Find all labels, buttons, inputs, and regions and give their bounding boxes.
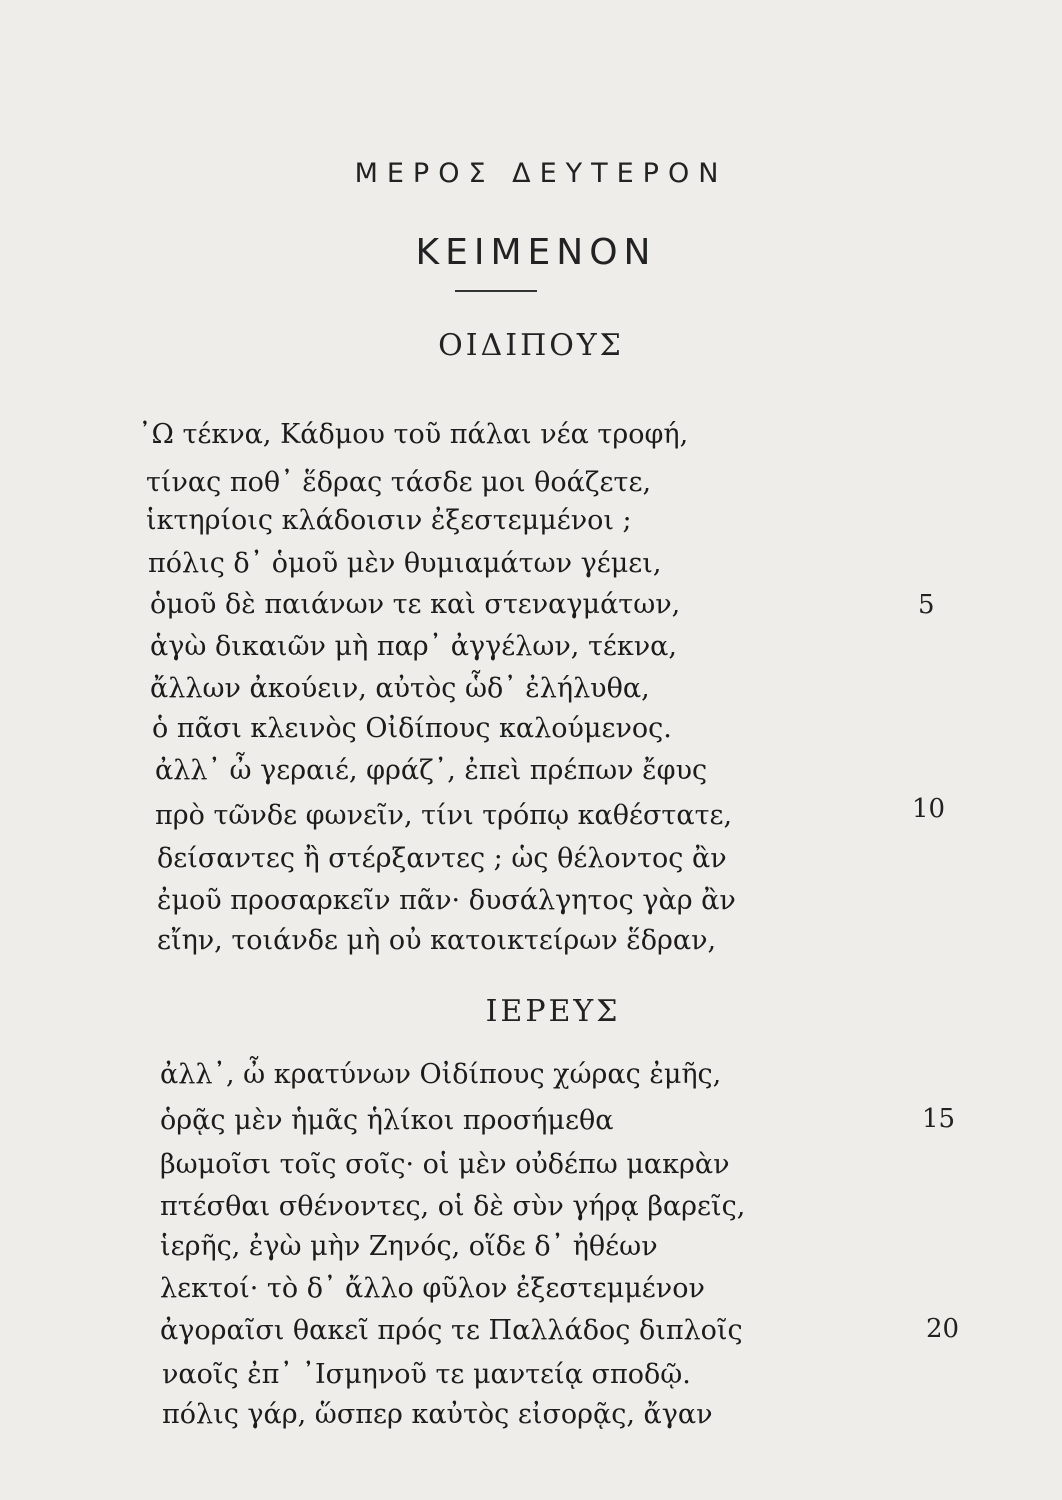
verse-line: τίνας ποθ᾽ ἕδρας τάσδε μοι θοάζετε,	[146, 467, 652, 498]
verse-line: πόλις δ᾽ ὁμοῦ μὲν θυμιαμάτων γέμει,	[148, 548, 662, 579]
verse-line: ἀγοραῖσι θακεῖ πρός τε Παλλάδος διπλοῖς	[160, 1315, 743, 1346]
verse-line: ναοῖς ἐπ᾽ ᾿Ισμηνοῦ τε μαντείᾳ σποδῷ.	[162, 1359, 691, 1390]
verse-line: δείσαντες ἢ στέρξαντες ; ὡς θέλοντος ἂν	[157, 843, 727, 874]
verse-line: ὁρᾷς μὲν ἡμᾶς ἡλίκοι προσήμεθα	[160, 1105, 614, 1136]
line-number: 20	[926, 1314, 960, 1344]
verse-line: ἱερῆς, ἐγὼ μὴν Ζηνός, οἵδε δ᾽ ἠθέων	[160, 1231, 658, 1262]
verse-line: πόλις γάρ, ὥσπερ καὐτὸς εἰσορᾷς, ἄγαν	[162, 1399, 713, 1430]
verse-line: πρὸ τῶνδε φωνεῖν, τίνι τρόπῳ καθέστατε,	[155, 800, 733, 831]
line-number: 10	[912, 794, 946, 824]
verse-line: ἀλλ᾽, ὦ κρατύνων Οἰδίπους χώρας ἐμῆς,	[160, 1059, 722, 1090]
speaker-oidipous: ΟΙΔΙΠΟΥΣ	[438, 328, 624, 363]
verse-line: ἄλλων ἀκούειν, αὐτὸς ὧδ᾽ ἐλήλυθα,	[150, 673, 650, 704]
verse-line: λεκτοί· τὸ δ᾽ ἄλλο φῦλον ἐξεστεμμένον	[160, 1273, 705, 1304]
heading-rule	[455, 290, 537, 292]
speaker-iereus: ΙΕΡΕΥΣ	[485, 994, 621, 1029]
verse-line: ἁγὼ δικαιῶν μὴ παρ᾽ ἀγγέλων, τέκνα,	[150, 631, 677, 662]
verse-line: ἱκτηρίοις κλάδοισιν ἐξεστεμμένοι ;	[146, 505, 632, 536]
verse-line: ἀλλ᾽ ὦ γεραιέ, φράζ᾽, ἐπεὶ πρέπων ἔφυς	[155, 755, 708, 786]
verse-line: πτέσθαι σθένοντες, οἱ δὲ σὺν γήρᾳ βαρεῖς,	[160, 1191, 746, 1222]
line-number: 15	[922, 1104, 956, 1134]
verse-line: εἴην, τοιάνδε μὴ οὐ κατοικτείρων ἕδραν,	[157, 925, 717, 956]
verse-line: ἐμοῦ προσαρκεῖν πᾶν· δυσάλγητος γὰρ ἂν	[157, 885, 736, 916]
verse-line: ὁ πᾶσι κλεινὸς Οἰδίπους καλούμενος.	[152, 713, 672, 744]
line-number: 5	[918, 590, 935, 620]
part-heading: ΜΕΡΟΣ ΔΕΥΤΕΡΟΝ	[354, 158, 728, 189]
verse-line: ᾿Ω τέκνα, Κάδμου τοῦ πάλαι νέα τροφή,	[138, 419, 689, 450]
verse-line: ὁμοῦ δὲ παιάνων τε καὶ στεναγμάτων,	[150, 589, 681, 620]
text-heading: ΚΕΙΜΕΝΟΝ	[415, 232, 657, 273]
verse-line: βωμοῖσι τοῖς σοῖς· οἱ μὲν οὐδέπω μακρὰν	[160, 1149, 730, 1180]
